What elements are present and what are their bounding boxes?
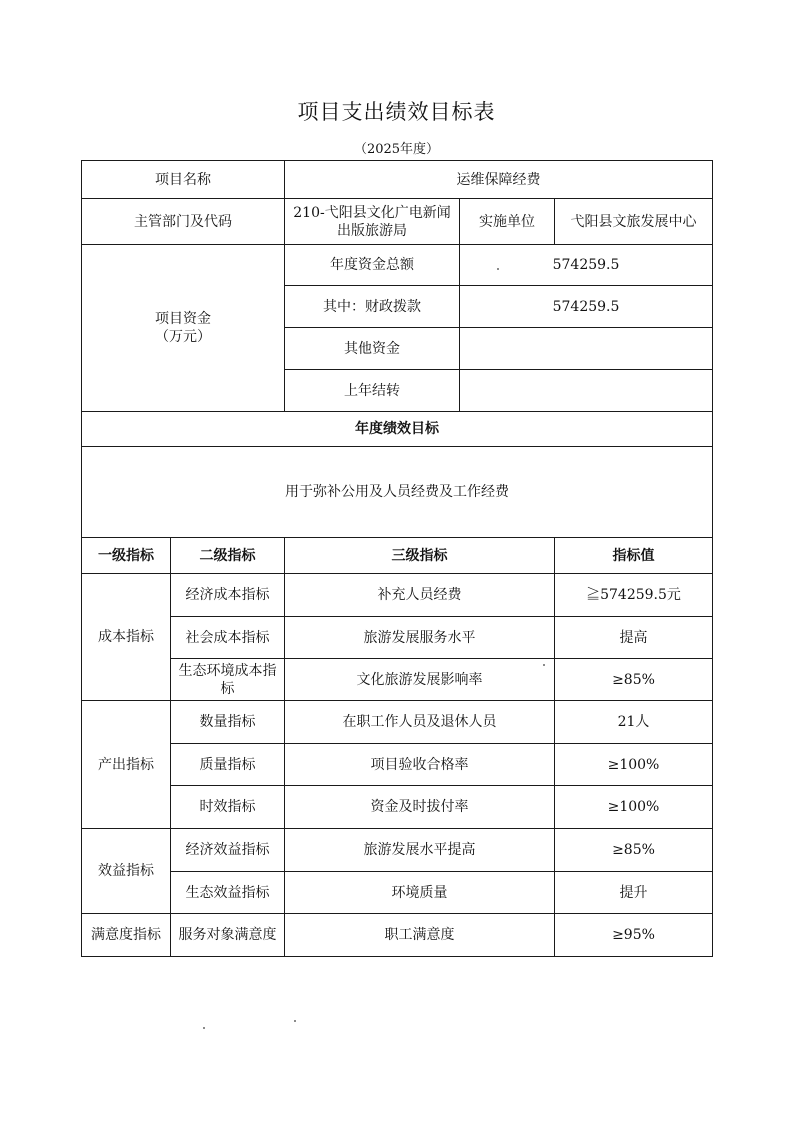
- implementing-unit-value: 弋阳县文旅发展中心: [555, 199, 713, 245]
- project-funds-unit: （万元）: [155, 329, 211, 345]
- annual-goal-text: 用于弥补公用及人员经费及工作经费: [82, 447, 713, 538]
- indicator-value: 21人: [555, 701, 713, 744]
- project-funds-title: 项目资金: [155, 311, 211, 327]
- indicator-value: ≥95%: [555, 914, 713, 957]
- indicator-row: [82, 786, 713, 829]
- indicator-row: [82, 701, 713, 744]
- indicator-row: [82, 659, 713, 701]
- scan-speck: [294, 1020, 296, 1022]
- funds-total-row: [82, 245, 713, 286]
- department-label: 主管部门及代码: [82, 199, 285, 245]
- document-title: 项目支出绩效目标表: [297, 100, 496, 124]
- level2-indicator: 质量指标: [171, 744, 285, 786]
- project-name-label: 项目名称: [82, 161, 285, 199]
- scan-speck: [203, 1027, 205, 1029]
- other-funds-label: 其他资金: [285, 328, 460, 370]
- level3-indicator: 在职工作人员及退休人员: [285, 701, 555, 744]
- annual-goal-header-row: [82, 412, 713, 447]
- level2-indicator: 数量指标: [171, 701, 285, 744]
- level3-indicator: 资金及时拔付率: [285, 786, 555, 829]
- header-level1: 一级指标: [82, 538, 171, 574]
- project-name-value: 运维保障经费: [285, 161, 713, 199]
- fiscal-allocation-label: 其中：财政拨款: [285, 286, 460, 328]
- annual-goal-header: 年度绩效目标: [82, 412, 713, 447]
- level3-indicator: 补充人员经费: [285, 574, 555, 617]
- indicator-row: [82, 617, 713, 659]
- level2-indicator: 生态效益指标: [171, 872, 285, 914]
- indicator-value: ≥85%: [555, 829, 713, 872]
- indicator-value: 提升: [555, 872, 713, 914]
- level3-indicator: 旅游发展水平提高: [285, 829, 555, 872]
- indicator-header-row: [82, 538, 713, 574]
- indicator-row: [82, 914, 713, 957]
- level1-output: 产出指标: [82, 701, 171, 829]
- department-row: [82, 199, 713, 245]
- indicator-row: [82, 872, 713, 914]
- level1-benefit: 效益指标: [82, 829, 171, 914]
- project-name-row: [82, 161, 713, 199]
- header-level2: 二级指标: [171, 538, 285, 574]
- scan-speck: [543, 664, 545, 666]
- indicator-value: ≥100%: [555, 786, 713, 829]
- level3-indicator: 项目验收合格率: [285, 744, 555, 786]
- indicator-row: [82, 829, 713, 872]
- carryover-value: [460, 370, 713, 412]
- performance-target-table: [81, 160, 713, 957]
- carryover-label: 上年结转: [285, 370, 460, 412]
- level1-cost: 成本指标: [82, 574, 171, 701]
- level3-indicator: 职工满意度: [285, 914, 555, 957]
- annual-total-label: 年度资金总额: [285, 245, 460, 286]
- annual-total-value: 574259.5: [460, 245, 713, 286]
- header-value: 指标值: [555, 538, 713, 574]
- level2-indicator: 经济成本指标: [171, 574, 285, 617]
- project-funds-label: [82, 245, 285, 412]
- annual-goal-row: [82, 447, 713, 538]
- level3-indicator: 旅游发展服务水平: [285, 617, 555, 659]
- indicator-value: 提高: [555, 617, 713, 659]
- department-value: 210-弋阳县文化广电新闻出版旅游局: [285, 199, 460, 245]
- level3-indicator: 环境质量: [285, 872, 555, 914]
- indicator-value: ≧574259.5元: [555, 574, 713, 617]
- indicator-value: ≥85%: [555, 659, 713, 701]
- header-level3: 三级指标: [285, 538, 555, 574]
- implementing-unit-label: 实施单位: [460, 199, 555, 245]
- indicator-row: [82, 744, 713, 786]
- scan-speck: [497, 268, 499, 270]
- level3-indicator: 文化旅游发展影响率: [285, 659, 555, 701]
- level2-indicator: 时效指标: [171, 786, 285, 829]
- level2-indicator: 经济效益指标: [171, 829, 285, 872]
- level2-indicator: 社会成本指标: [171, 617, 285, 659]
- indicator-value: ≥100%: [555, 744, 713, 786]
- level1-satisfaction: 满意度指标: [82, 914, 171, 957]
- level2-indicator: 生态环境成本指标: [171, 659, 285, 701]
- other-funds-value: [460, 328, 713, 370]
- document-year: （2025年度）: [353, 142, 440, 157]
- level2-indicator: 服务对象满意度: [171, 914, 285, 957]
- indicator-row: [82, 574, 713, 617]
- fiscal-allocation-value: 574259.5: [460, 286, 713, 328]
